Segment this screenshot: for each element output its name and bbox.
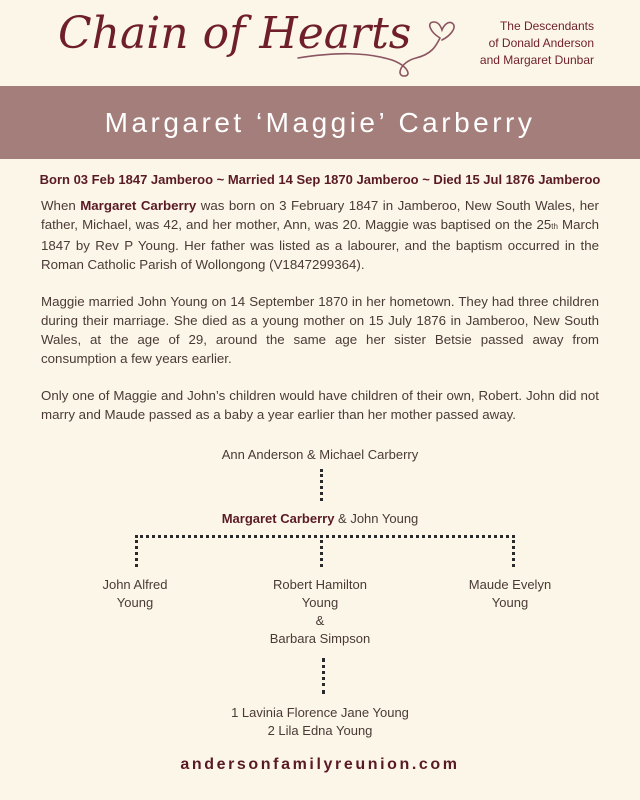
- couple-node: [140, 510, 500, 528]
- child-surname: Young: [116, 595, 154, 610]
- tagline-line: and Margaret Dunbar: [479, 53, 594, 67]
- bio-paragraph: Maggie married John Young on 14 September 1870 in her hometown. They had three children during their marriage. She died as a young mother on 15 July 1876 in Jamberoo, New South Wales, at the age of 29, around the same age her sister Betsie passed away from consumption a few years earlier.: [41, 294, 599, 366]
- child-name: Robert Hamilton: [273, 577, 367, 592]
- tree-connector: [512, 535, 515, 567]
- ordinal-suffix: th: [551, 222, 558, 231]
- child-node: [60, 576, 210, 612]
- child-name: Maude Evelyn: [468, 577, 552, 592]
- child-surname: Young: [491, 595, 529, 610]
- website-url: andersonfamilyreunion.com: [180, 756, 460, 773]
- grandchild-name: 1 Lavinia Florence Jane Young: [231, 705, 409, 720]
- tagline-line: The Descendants: [499, 19, 594, 33]
- tree-connector: [135, 535, 138, 567]
- page-title: Margaret ‘Maggie’ Carberry: [104, 106, 536, 138]
- child-name: John Alfred: [102, 577, 168, 592]
- parents-node: Ann Anderson & Michael Carberry: [221, 447, 419, 462]
- ampersand: &: [315, 613, 325, 628]
- tree-connector: [135, 535, 515, 538]
- tree-connector: [322, 658, 325, 694]
- grandchildren-node: [160, 704, 480, 740]
- bio-text: March 1847 by Rev P Young. Her father was listed as a labourer, and the baptism occurred in the Roman Catholic Parish of Wollongong (V1847299364).: [41, 217, 599, 272]
- spouse-name: Barbara Simpson: [269, 631, 371, 646]
- spouse-name: & John Young: [334, 511, 419, 526]
- child-node: [230, 576, 410, 648]
- tree-connector: [320, 535, 323, 567]
- tagline-line: of Donald Anderson: [488, 36, 594, 50]
- child-surname: Young: [301, 595, 339, 610]
- tree-connector: [320, 469, 323, 501]
- logo: Chain of Hearts: [58, 8, 412, 59]
- bio-text: When: [41, 198, 81, 213]
- grandchild-name: 2 Lila Edna Young: [267, 723, 373, 738]
- couple-name: Margaret Carberry: [221, 511, 335, 526]
- child-node: [435, 576, 585, 612]
- life-dates: Born 03 Feb 1847 Jamberoo ~ Married 14 Sep 1870 Jamberoo ~ Died 15 Jul 1876 Jamberoo: [39, 172, 601, 187]
- bio-paragraph: Only one of Maggie and John’s children would have children of their own, Robert. John did not marry and Maude passed as a baby a year earlier than her mother passed away.: [41, 388, 599, 422]
- subject-name: Margaret Carberry: [80, 198, 197, 213]
- bio-text: was born on 3 February 1847 in Jamberoo, New South Wales, her father, Michael, was 42, and her mother, Ann, was 20. Maggie was baptised on the 25: [41, 198, 599, 232]
